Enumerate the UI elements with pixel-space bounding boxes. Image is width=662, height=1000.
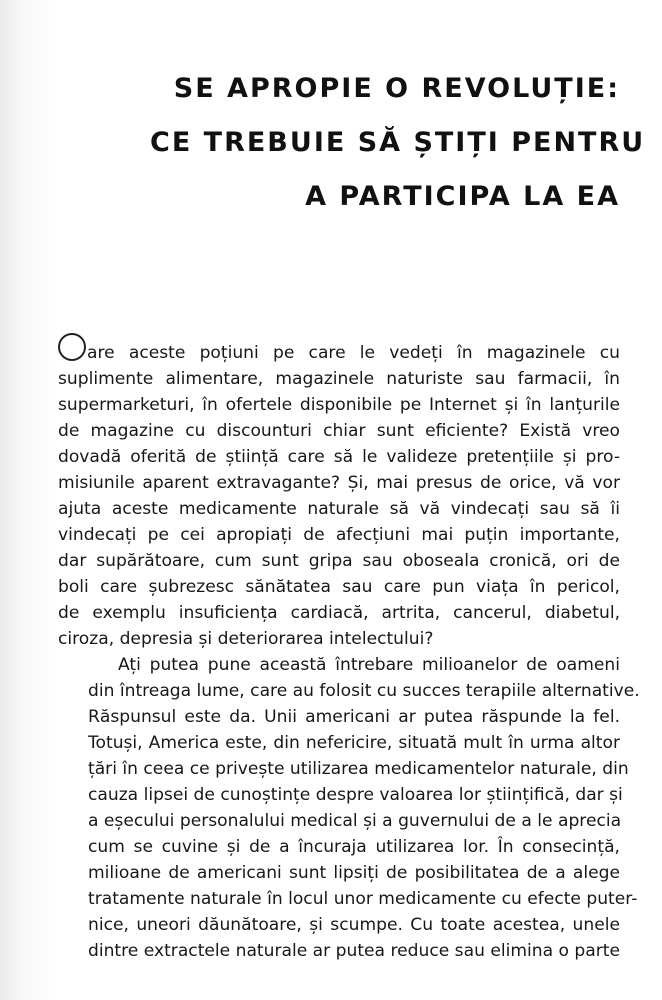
paragraph-1 <box>58 333 620 652</box>
paragraph-1-line: de magazine cu discounturi chiar sunt eficiente? Există vreo <box>58 421 620 441</box>
paragraph-1-line: ciroza, depresia și deteriorarea intelectului? <box>58 629 434 649</box>
paragraph-1-line: boli care șubrezesc sănătatea sau care pun viața în pericol, <box>58 577 620 597</box>
chapter-heading <box>150 62 646 224</box>
paragraph-2-line: Ați putea pune această întrebare milioanelor de oameni <box>118 655 620 675</box>
paragraph-2-line: dintre extractele naturale ar putea reduce sau elimina o parte <box>88 941 620 961</box>
paragraph-2-line: din întreaga lume, care au folosit cu succes terapiile alternative. <box>88 681 640 701</box>
paragraph-2-line: țări în ceea ce privește utilizarea medicamentelor naturale, din <box>88 759 629 779</box>
paragraph-1-line: misiunile aparent extravagante? Și, mai presus de orice, vă vor <box>58 473 620 493</box>
chapter-heading-line-1: SE APROPIE O REVOLUȚIE: <box>173 73 620 104</box>
paragraph-1-line: are aceste poțiuni pe care le vedeți în magazinele cu <box>58 333 620 366</box>
paragraph-1-line: dar supărătoare, cum sunt gripa sau oboseala cronică, ori de <box>58 551 620 571</box>
paragraph-2-line: Răspunsul este da. Unii americani ar putea răspunde la fel. <box>88 707 620 727</box>
paragraph-2-line: milioane de americani sunt lipsiți de posibilitatea de a alege <box>88 863 620 883</box>
paragraph-2 <box>58 652 640 964</box>
paragraph-2-line: Totuși, America este, din nefericire, situată mult în urma altor <box>88 733 620 753</box>
body-text <box>58 333 640 964</box>
paragraph-1-line: de exemplu insuficiența cardiacă, artrita, cancerul, diabetul, <box>58 603 620 623</box>
paragraph-1-line: supermarketuri, în ofertele disponibile pe Internet și în lanțurile <box>58 395 620 415</box>
paragraph-1-line: suplimente alimentare, magazinele naturiste sau farmacii, în <box>58 369 620 389</box>
chapter-heading-line-2: CE TREBUIE SĂ ȘTIȚI PENTRU <box>150 127 646 158</box>
paragraph-2-line: cauza lipsei de cunoștințe despre valoarea lor științifică, dar și <box>88 785 623 805</box>
paragraph-1-line: dovadă oferită de știință care să le valideze pretențiile și pro- <box>58 447 620 467</box>
paragraph-2-line: a eșecului personalului medical și a guvernului de a le aprecia <box>88 811 622 831</box>
paragraph-2-line: nice, uneori dăunătoare, și scumpe. Cu toate acestea, unele <box>88 915 620 935</box>
paragraph-1-line: vindecați pe cei apropiați de afecțiuni mai puțin importante, <box>58 525 620 545</box>
drop-cap-o <box>58 333 86 361</box>
paragraph-1-line: ajuta aceste medicamente naturale să vă vindecați sau să îi <box>58 499 620 519</box>
paragraph-2-line: tratamente naturale în locul unor medicamente cu efecte puter- <box>88 889 638 909</box>
chapter-heading-line-3: A PARTICIPA LA EA <box>305 181 620 212</box>
paragraph-2-line: cum se cuvine și de a încuraja utilizarea lor. În consecință, <box>88 837 620 857</box>
